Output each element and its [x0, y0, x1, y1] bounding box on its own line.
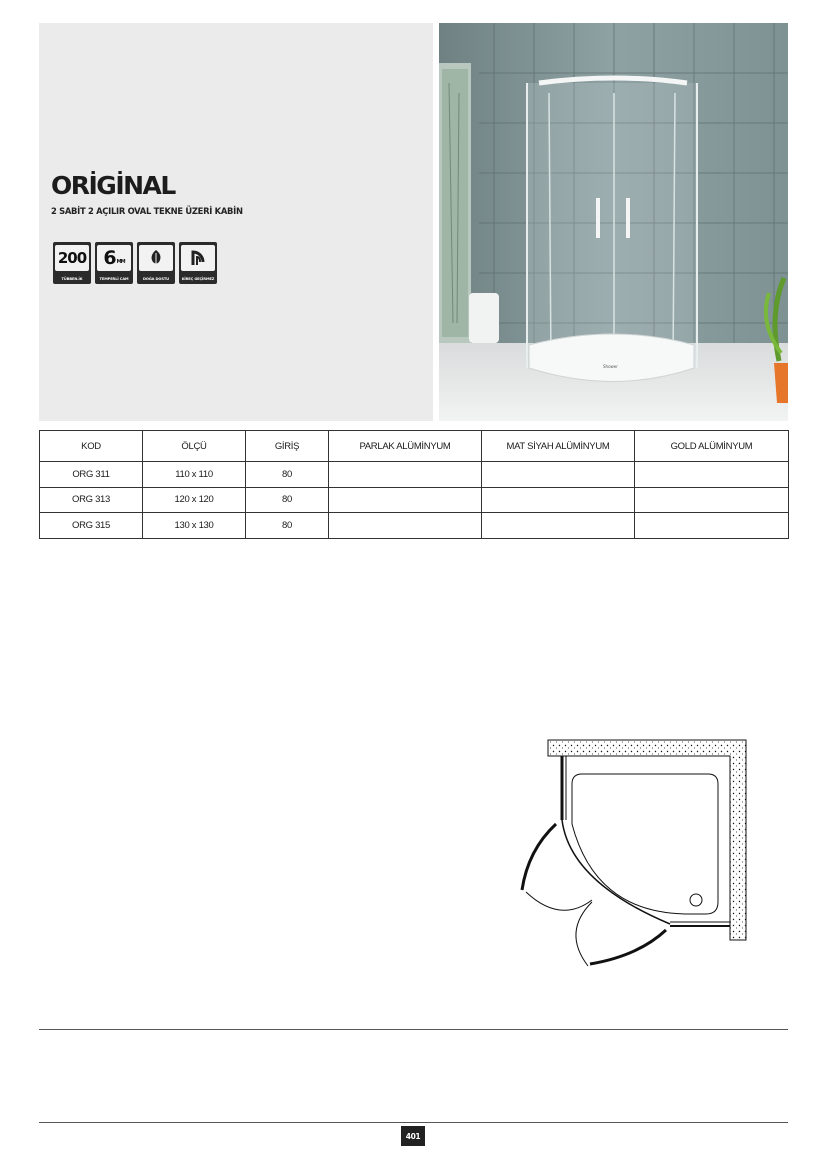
footer-divider-bottom	[39, 1122, 788, 1123]
badge-thickness	[53, 242, 91, 284]
table-row	[40, 462, 789, 488]
header-parlak-aluminyum: PARLAK ALÜMİNYUM	[329, 431, 482, 462]
hero-info-panel	[39, 23, 433, 421]
badge-face-text: 200	[57, 249, 87, 267]
badge-label: DOĞA DOSTU	[142, 277, 170, 281]
cell-code: ORG 313	[40, 487, 143, 513]
water-resistant-icon	[181, 245, 215, 271]
table-header-row	[40, 431, 789, 462]
header-kod: KOD	[40, 431, 143, 462]
badge-face-unit: MM	[116, 259, 125, 265]
badge-label: TÜBBEN.İK	[61, 277, 83, 281]
header-giris: GİRİŞ	[246, 431, 329, 462]
badge-eco	[137, 242, 175, 284]
footer-divider-top	[39, 1029, 788, 1030]
cell-parlak	[329, 462, 482, 488]
badge-water	[179, 242, 217, 284]
cell-parlak	[329, 487, 482, 513]
product-heading	[51, 172, 243, 216]
product-subtitle: 2 SABİT 2 AÇILIR OVAL TEKNE ÜZERİ KABİN	[51, 206, 243, 216]
product-title: ORİGİNAL	[51, 171, 175, 200]
header-gold-aluminyum: GOLD ALÜMİNYUM	[635, 431, 789, 462]
cell-mat-siyah	[482, 513, 635, 539]
page-number: 401	[401, 1126, 425, 1146]
header-olcu: ÖLÇÜ	[143, 431, 246, 462]
badge-face-text: 6	[103, 247, 116, 269]
header-mat-siyah-aluminyum: MAT SİYAH ALÜMİNYUM	[482, 431, 635, 462]
tray-brand-label: Shower	[603, 364, 618, 369]
badge-label: KİREÇ GEÇİRMEZ	[181, 277, 215, 281]
cell-entry: 80	[246, 513, 329, 539]
cell-entry: 80	[246, 462, 329, 488]
product-spec-table	[39, 430, 789, 539]
table-row	[40, 487, 789, 513]
badge-label: TEMPERLİ CAM	[99, 277, 129, 281]
shower-cabin-photo	[439, 23, 788, 421]
cell-code: ORG 315	[40, 513, 143, 539]
thickness-200-icon	[55, 245, 89, 271]
badge-tempered-glass	[95, 242, 133, 284]
tempered-glass-6mm-icon	[97, 245, 131, 271]
cell-mat-siyah	[482, 487, 635, 513]
cell-size: 120 x 120	[143, 487, 246, 513]
cell-size: 110 x 110	[143, 462, 246, 488]
feature-badges	[53, 242, 217, 284]
cell-gold	[635, 462, 789, 488]
table-row	[40, 513, 789, 539]
cell-parlak	[329, 513, 482, 539]
eco-leaf-icon	[139, 245, 173, 271]
floor-plan-quarter-round-icon	[510, 732, 760, 977]
cell-gold	[635, 487, 789, 513]
cell-size: 130 x 130	[143, 513, 246, 539]
cell-entry: 80	[246, 487, 329, 513]
cell-code: ORG 311	[40, 462, 143, 488]
cell-mat-siyah	[482, 462, 635, 488]
cell-gold	[635, 513, 789, 539]
